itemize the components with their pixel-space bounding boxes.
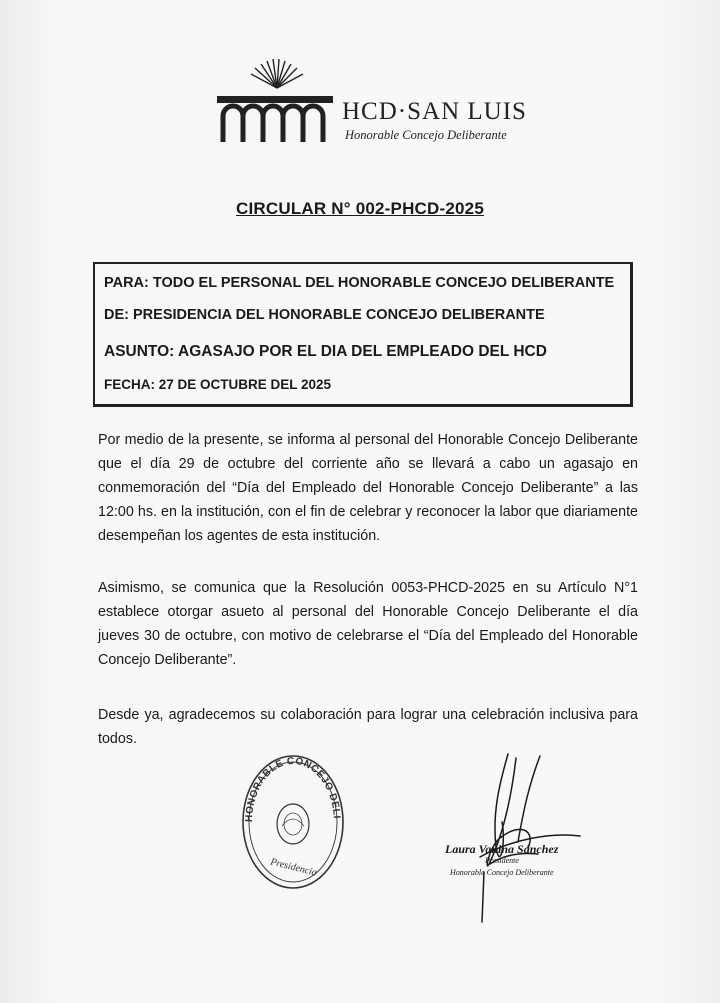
arches-sun-icon <box>215 58 335 153</box>
body-paragraph-1: Por medio de la presente, se informa al personal del Honorable Concejo Deliberante que el día 29 de octubre del corriente año se llevará a cabo un agasajo en conmemoración del “Día del Empleado del Honorable Concejo Deliberante” a las 12:00 hs. en la institución, con el fin de celebrar y reconocer la labor que diariamente desempeñan los agentes de esta institución. <box>98 432 638 544</box>
seal-icon <box>238 752 348 892</box>
brand-subtitle: Honorable Concejo Deliberante <box>345 128 507 142</box>
signature-block <box>440 752 640 932</box>
svg-text:Presidencia: Presidencia <box>269 856 318 879</box>
circular-title: CIRCULAR N° 002-PHCD-2025 <box>236 199 484 218</box>
brand-title: HCD·SAN LUIS <box>342 98 527 125</box>
body-paragraph-3: Desde ya, agradecemos su colaboración para lograr una celebración inclusiva para todos. <box>98 707 638 747</box>
memo-para: PARA: TODO EL PERSONAL DEL HONORABLE CONCEJO DELIBERANTE <box>104 275 615 291</box>
hcd-logo <box>215 58 545 153</box>
body-paragraph-2: Asimismo, se comunica que la Resolución 0053-PHCD-2025 en su Artículo N°1 establece otorgar asueto al personal del Honorable Concejo Deliberante el día jueves 30 de octubre, con motivo de celebrarse el “Día del Empleado del Honorable Concejo Deliberante”. <box>98 580 638 668</box>
signature-role: Presidente <box>485 856 519 865</box>
svg-text:HONORABLE CONCEJO DELIBERANTE: HONORABLE CONCEJO DELI <box>243 755 342 823</box>
memo-header-box <box>93 262 633 407</box>
memo-de: DE: PRESIDENCIA DEL HONORABLE CONCEJO DELIBERANTE <box>104 307 545 323</box>
signature-name: Laura Vanina Sánchez <box>445 842 559 856</box>
official-seal <box>238 752 348 892</box>
memo-asunto: ASUNTO: AGASAJO POR EL DIA DEL EMPLEADO DEL HCD <box>104 343 547 360</box>
signature-org: Honorable Concejo Deliberante <box>450 868 554 877</box>
memo-fecha: FECHA: 27 DE OCTUBRE DEL 2025 <box>104 377 332 392</box>
